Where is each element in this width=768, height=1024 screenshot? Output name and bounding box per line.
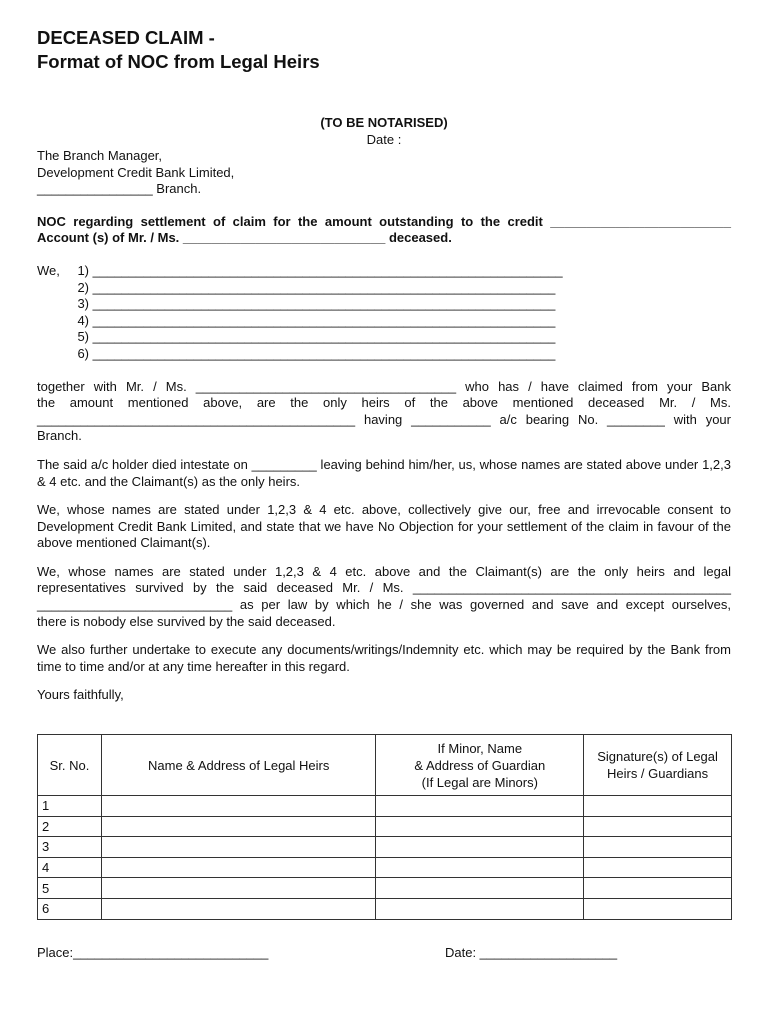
header-minor-guardian: If Minor, Name & Address of Guardian (If Legal are Minors) — [376, 735, 584, 796]
subject-line-1: NOC regarding settlement of claim for the amount outstanding to the credit _________________________ — [37, 213, 731, 229]
signature-cell[interactable] — [584, 898, 732, 919]
paragraph-2: The said a/c holder died intestate on _________ leaving behind him/her, us, whose names are stated above under 1,2,3 & 4 etc. and the Claimant(s) as the only heirs. — [37, 456, 731, 489]
row-number: 5 — [38, 878, 102, 899]
guardian-cell[interactable] — [376, 837, 584, 858]
we-num: 3) — [77, 296, 89, 312]
row-number: 6 — [38, 898, 102, 919]
address-line-2: Development Credit Bank Limited, — [37, 164, 235, 180]
we-blank: ________________________________________________________________ — [92, 345, 556, 361]
name-cell[interactable] — [101, 796, 376, 817]
closing-line: Yours faithfully, — [37, 687, 124, 703]
address-line-1: The Branch Manager, — [37, 148, 163, 163]
guardian-cell[interactable] — [376, 857, 584, 878]
we-num: 2) — [77, 279, 89, 295]
we-num: 5) — [77, 329, 89, 345]
we-num: 1) — [77, 262, 89, 278]
we-blank: ________________________________________________________________ — [92, 296, 556, 312]
we-row-3 — [37, 296, 731, 313]
paragraph-4-line-1: We, whose names are stated under 1,2,3 & 4 etc. above and the Claimant(s) are the only heirs and legal — [37, 563, 731, 579]
we-blank: ________________________________________________________________ — [92, 279, 556, 295]
header-name-address: Name & Address of Legal Heirs — [101, 735, 376, 796]
paragraph-4-line-4: there is nobody else survived by the said deceased. — [37, 613, 336, 629]
row-number: 3 — [38, 837, 102, 858]
table-row — [38, 837, 732, 858]
we-blank: ________________________________________________________________ — [92, 329, 556, 345]
guardian-cell[interactable] — [376, 816, 584, 837]
table-row — [38, 857, 732, 878]
signature-cell[interactable] — [584, 857, 732, 878]
we-row-5 — [37, 329, 731, 346]
signature-cell[interactable] — [584, 816, 732, 837]
we-num: 6) — [77, 345, 89, 361]
we-row-6 — [37, 346, 731, 363]
guardian-cell[interactable] — [376, 796, 584, 817]
we-prefix: We, — [37, 262, 60, 278]
guardian-cell[interactable] — [376, 898, 584, 919]
row-number: 2 — [38, 816, 102, 837]
name-cell[interactable] — [101, 816, 376, 837]
we-row-1 — [37, 263, 731, 280]
signature-cell[interactable] — [584, 796, 732, 817]
we-blank: ________________________________________________________________ — [92, 312, 556, 328]
paragraph-1-line-3: ____________________________________________ having ___________ a/c bearing No. ________ with your — [37, 411, 731, 427]
document-page — [37, 26, 731, 704]
table-header-row — [38, 735, 732, 796]
we-row-4 — [37, 313, 731, 330]
date-field: Date: ___________________ — [445, 945, 618, 960]
name-cell[interactable] — [101, 898, 376, 919]
paragraph-5: We also further undertake to execute any documents/writings/Indemnity etc. which may be required by the Bank from time to time and/or at any time hereafter in this regard. — [37, 642, 731, 674]
paragraph-1-line-2: the amount mentioned above, are the only heirs of the above mentioned deceased Mr. / Ms. — [37, 395, 731, 411]
paragraph-4-line-3: ___________________________ as per law by which he / she was governed and save and except ourselves, — [37, 597, 731, 613]
table-row — [38, 796, 732, 817]
title-line-2: Format of NOC from Legal Heirs — [37, 51, 320, 72]
subject-line-2: Account (s) of Mr. / Ms. ____________________________ deceased. — [37, 230, 452, 246]
paragraph-3: We, whose names are stated under 1,2,3 & 4 etc. above, collectively give our, free and irrevocable consent to Development Credit Bank Limited, and state that we have No Objection for your settlement of the claim in favour of the above mentioned Claimant(s). — [37, 502, 731, 551]
paragraph-1-line-4: Branch. — [37, 428, 82, 444]
header-sr-no: Sr. No. — [38, 735, 102, 796]
paragraph-1-line-1: together with Mr. / Ms. ____________________________________ who has / have claimed from your Bank — [37, 378, 731, 394]
table-row — [38, 898, 732, 919]
signature-cell[interactable] — [584, 837, 732, 858]
name-cell[interactable] — [101, 878, 376, 899]
notarised-label: (TO BE NOTARISED) — [320, 115, 448, 130]
table-row — [38, 878, 732, 899]
row-number: 1 — [38, 796, 102, 817]
date-label: Date : — [366, 132, 402, 147]
paragraph-4-line-2: representatives survived by the said deceased Mr. / Ms. ____________________________________________ — [37, 580, 731, 596]
legal-heirs-table — [37, 734, 732, 920]
table-row — [38, 816, 732, 837]
title-line-1: DECEASED CLAIM - — [37, 27, 215, 48]
name-cell[interactable] — [101, 837, 376, 858]
name-cell[interactable] — [101, 857, 376, 878]
signature-cell[interactable] — [584, 878, 732, 899]
address-line-3: ________________ Branch. — [37, 181, 202, 197]
we-row-2 — [37, 280, 731, 297]
we-blank: _________________________________________________________________ — [92, 262, 563, 278]
we-num: 4) — [77, 312, 89, 328]
guardian-cell[interactable] — [376, 878, 584, 899]
place-field: Place:___________________________ — [37, 945, 269, 960]
row-number: 4 — [38, 857, 102, 878]
header-signature: Signature(s) of Legal Heirs / Guardians — [584, 735, 732, 796]
